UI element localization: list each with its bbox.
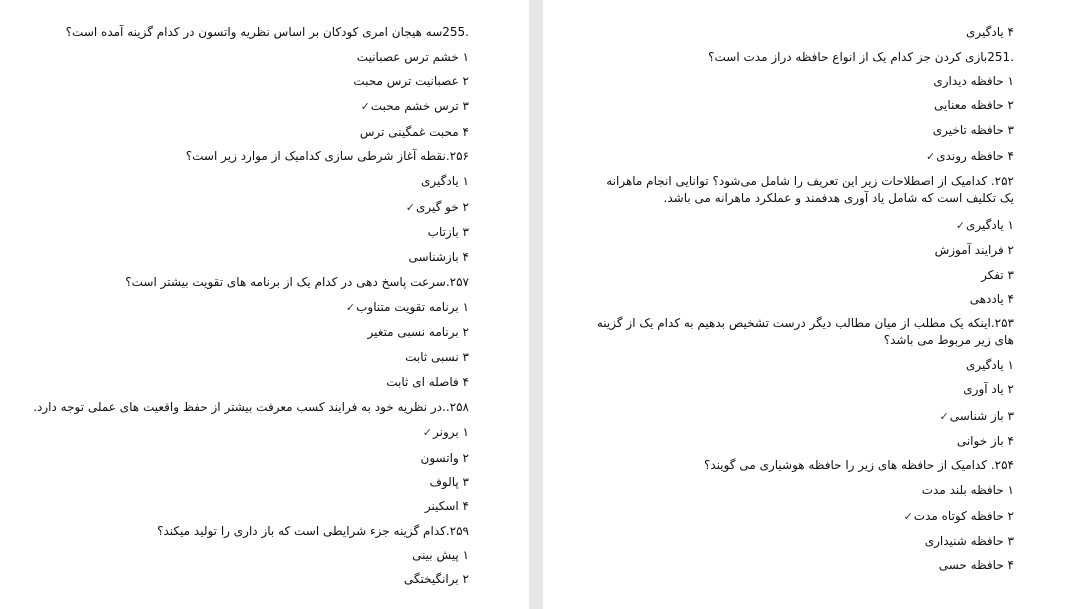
option-line bbox=[594, 533, 1014, 550]
option-line bbox=[9, 249, 469, 266]
line-text: ۱ یادگیری bbox=[966, 218, 1014, 232]
option-line bbox=[594, 73, 1014, 90]
line-text: ۴ فاصله ای ثابت bbox=[386, 375, 469, 389]
line-text: ۲ فرایند آموزش bbox=[934, 243, 1014, 257]
question-253 bbox=[594, 315, 1014, 349]
line-text: ۲۵۴. کدامیک از حافظه های زیر را حافظه هوشیاری می گویند؟ bbox=[703, 458, 1014, 472]
line-text: ۲۵۲. کدامیک از اصطلاحات زیر این تعریف را شامل می‌شود؟ توانایی انجام ماهرانه یک تکلیف است که شامل یاد آوری هدفمند و عملکرد ماهرانه می باشد. bbox=[606, 174, 1014, 205]
line-text: ۳ بازتاب bbox=[427, 225, 469, 239]
option-line bbox=[9, 199, 469, 216]
question-258 bbox=[9, 399, 469, 416]
line-text: ۲ برنامه نسبی متغیر bbox=[367, 325, 469, 339]
option-line bbox=[594, 357, 1014, 374]
line-text: ۲ یاد آوری bbox=[963, 382, 1014, 396]
line-text: ۱ برنامه تقویت متناوب bbox=[356, 300, 469, 314]
page-gutter bbox=[529, 0, 543, 609]
question-252 bbox=[594, 173, 1014, 207]
question-255 bbox=[9, 24, 469, 41]
option-line bbox=[594, 122, 1014, 139]
option-line bbox=[594, 433, 1014, 450]
line-text: ۲ واتسون bbox=[420, 451, 469, 465]
option-line bbox=[9, 547, 469, 564]
line-text: ۳ باز شناسی bbox=[949, 409, 1014, 423]
option-line bbox=[594, 291, 1014, 308]
line-text: ۲ برانگیختگی bbox=[403, 572, 469, 586]
line-text: ۴ حافظه روندی bbox=[936, 149, 1014, 163]
line-text: ۱ حافظه دیداری bbox=[933, 74, 1014, 88]
option-line bbox=[9, 374, 469, 391]
line-text: ۲ خو گیری bbox=[415, 200, 469, 214]
option-line bbox=[9, 299, 469, 316]
check-icon: ✓ bbox=[422, 426, 433, 439]
option-line bbox=[9, 349, 469, 366]
line-text: ۲۵۹.کدام گزینه جزء شرایطی است که باز داری را تولید میکند؟ bbox=[157, 524, 469, 538]
option-line bbox=[594, 24, 1014, 41]
check-icon: ✓ bbox=[939, 410, 949, 423]
option-line bbox=[9, 498, 469, 515]
line-text: ۱ یادگیری bbox=[421, 174, 469, 188]
line-text: .251بازی کردن جز کدام یک از انواع حافظه دراز مدت است؟ bbox=[708, 50, 1014, 64]
option-line bbox=[9, 98, 469, 115]
line-text: ۳ تفکر bbox=[981, 268, 1014, 282]
line-text: ۱ پیش بینی bbox=[412, 548, 469, 562]
option-line bbox=[594, 557, 1014, 574]
line-text: ۲۵۶.نقطه آغاز شرطی سازی کدامیک از موارد زیر است؟ bbox=[185, 149, 469, 163]
right-page bbox=[543, 0, 1076, 609]
option-line bbox=[594, 148, 1014, 165]
line-text: ۳ پالوف bbox=[429, 475, 469, 489]
line-text: ۲ عصبانیت ترس محبت bbox=[353, 74, 469, 88]
line-text: ۲ حافظه معنایی bbox=[933, 98, 1014, 112]
check-icon: ✓ bbox=[345, 301, 356, 314]
line-text: ۴ اسکینر bbox=[424, 499, 469, 513]
check-icon: ✓ bbox=[925, 150, 936, 163]
option-line bbox=[594, 267, 1014, 284]
line-text: ۴ یادگیری bbox=[966, 25, 1014, 39]
line-text: ۴ محبت غمگینی ترس bbox=[359, 125, 469, 139]
question-256 bbox=[9, 148, 469, 165]
option-line bbox=[594, 217, 1014, 234]
option-line bbox=[9, 474, 469, 491]
line-text: ۴ یاددهی bbox=[969, 292, 1014, 306]
line-text: ۲۵۳.اینکه یک مطلب از میان مطالب دیگر درست تشخیص بدهیم به کدام یک از گزینه های زیر مربوط می باشد؟ bbox=[596, 316, 1014, 347]
line-text: ۳ حافظه تاخیری bbox=[932, 123, 1014, 137]
line-text: .255سه هیجان امری کودکان بر اساس نظریه واتسون در کدام گزینه آمده است؟ bbox=[65, 25, 469, 39]
line-text: ۳ ترس خشم محبت bbox=[370, 99, 469, 113]
line-text: ۱ برونر bbox=[433, 425, 469, 439]
option-line bbox=[594, 508, 1014, 525]
line-text: ۳ حافظه شنیداری bbox=[924, 534, 1014, 548]
option-line bbox=[9, 124, 469, 141]
option-line bbox=[9, 324, 469, 341]
line-text: ۱ حافظه بلند مدت bbox=[921, 483, 1014, 497]
option-line bbox=[594, 482, 1014, 499]
left-page bbox=[0, 0, 529, 609]
question-257 bbox=[9, 274, 469, 291]
line-text: ۴ بازشناسی bbox=[408, 250, 469, 264]
question-251 bbox=[594, 49, 1014, 66]
option-line bbox=[9, 224, 469, 241]
line-text: ۲ حافظه کوتاه مدت bbox=[913, 509, 1014, 523]
check-icon: ✓ bbox=[360, 100, 370, 113]
option-line bbox=[9, 571, 469, 588]
option-line bbox=[9, 49, 469, 66]
check-icon: ✓ bbox=[903, 510, 913, 523]
option-line bbox=[9, 424, 469, 441]
option-line bbox=[9, 450, 469, 467]
line-text: ۲۵۷.سرعت پاسخ دهی در کدام یک از برنامه های تقویت بیشتر است؟ bbox=[125, 275, 469, 289]
line-text: ۴ باز خوانی bbox=[956, 434, 1014, 448]
line-text: ۱ یادگیری bbox=[966, 358, 1014, 372]
question-254 bbox=[594, 457, 1014, 474]
option-line bbox=[9, 173, 469, 190]
option-line bbox=[594, 408, 1014, 425]
option-line bbox=[594, 242, 1014, 259]
option-line bbox=[594, 97, 1014, 114]
option-line bbox=[9, 73, 469, 90]
line-text: ۴ حافظه حسی bbox=[938, 558, 1014, 572]
check-icon: ✓ bbox=[405, 201, 415, 214]
line-text: ۳ نسبی ثابت bbox=[405, 350, 469, 364]
line-text: ۲۵۸..در نظریه خود به فرایند کسب معرفت بیشتر از حفظ واقعیت های عملی توجه دارد. bbox=[33, 400, 469, 414]
line-text: ۱ خشم ترس عصبانیت bbox=[356, 50, 469, 64]
question-259 bbox=[9, 523, 469, 540]
option-line bbox=[594, 381, 1014, 398]
check-icon: ✓ bbox=[955, 219, 966, 232]
